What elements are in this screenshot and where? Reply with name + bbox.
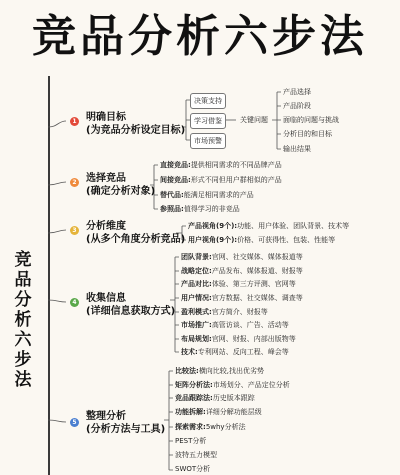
section-1-leaf-1: 产品选择 xyxy=(283,88,311,96)
section-1-mid: 关键问题 xyxy=(240,116,268,124)
section-4-leaf-1: 团队背景:官网、社交媒体、媒体报道等 xyxy=(181,253,303,261)
root-label: 竞 品 分 析 六 步 法 xyxy=(14,250,32,390)
section-1-number: 1 xyxy=(70,117,79,126)
section-4-leaf-2: 战略定位:产品发布、媒体报道、财报等 xyxy=(181,267,303,275)
section-3-leaf-2: 用户视角(9个):价格、可获得性、包装、性能等 xyxy=(188,236,336,244)
section-1-leaf-3: 面临的问题与挑战 xyxy=(283,116,339,124)
page-title: 竞品分析六步法 xyxy=(32,11,368,62)
section-5-title: 整理分析 (分析方法与工具) xyxy=(86,411,166,435)
section-1-sub-2: 学习借鉴 xyxy=(190,113,226,129)
section-4-leaf-7: 布局规划:官网、财报、内部出版物等 xyxy=(181,335,296,343)
section-2-number: 2 xyxy=(70,178,79,187)
section-5-leaf-7: 波特五力模型 xyxy=(175,451,217,459)
section-2-leaf-2: 间接竞品:形式不同但用户群相似的产品 xyxy=(160,176,282,184)
section-1-leaf-5: 输出结果 xyxy=(283,145,311,153)
section-1-title: 明确目标 (为竞品分析设定目标) xyxy=(86,112,186,136)
section-4-leaf-5: 盈利模式:官方简介、财报等 xyxy=(181,308,268,316)
section-1-leaf-4: 分析目的和目标 xyxy=(283,130,332,138)
section-4-leaf-3: 产品对比:体验、第三方评测、官网等 xyxy=(181,280,296,288)
section-5-leaf-3: 竞品跟踪法:历史版本跟踪 xyxy=(175,394,255,402)
section-2-leaf-1: 直接竞品:提供相同需求的不同品牌产品 xyxy=(160,161,282,169)
section-4-title: 收集信息 (详细信息获取方式) xyxy=(86,293,176,317)
section-5-leaf-1: 比较法:横向比较,找出优劣势 xyxy=(175,367,265,375)
section-5-leaf-6: PEST分析 xyxy=(175,437,207,445)
section-3-leaf-1: 产品视角(9个):功能、用户体验、团队背景、技术等 xyxy=(188,222,350,230)
section-1-sub-3: 市场预警 xyxy=(190,133,226,149)
section-4-number: 4 xyxy=(70,298,79,307)
section-5-leaf-8: SWOT分析 xyxy=(175,465,211,473)
section-1-leaf-2: 产品阶段 xyxy=(283,102,311,110)
section-2-leaf-3: 替代品:能满足相同需求的产品 xyxy=(160,191,254,199)
section-5-leaf-2: 矩阵分析法:市场划分、产品定位分析 xyxy=(175,381,290,389)
section-2-title: 选择竞品 (确定分析对象) xyxy=(86,173,156,197)
section-4-leaf-8: 技术:专利网站、反向工程、峰会等 xyxy=(181,348,289,356)
section-1-sub-1: 决策支持 xyxy=(190,93,226,109)
section-3-number: 3 xyxy=(70,226,79,235)
section-4-leaf-6: 市场推广:高管访谈、广告、活动等 xyxy=(181,321,289,329)
section-2-leaf-4: 参照品:值得学习的非竞品 xyxy=(160,205,240,213)
section-5-number: 5 xyxy=(70,418,79,427)
section-5-leaf-5: 探索需求:5why分析法 xyxy=(175,423,246,431)
section-3-title: 分析维度 (从多个角度分析竞品) xyxy=(86,221,186,245)
section-4-leaf-4: 用户情况:官方数据、社交媒体、调查等 xyxy=(181,294,303,302)
section-5-leaf-4: 功能拆解:详细分解功能层级 xyxy=(175,408,262,416)
